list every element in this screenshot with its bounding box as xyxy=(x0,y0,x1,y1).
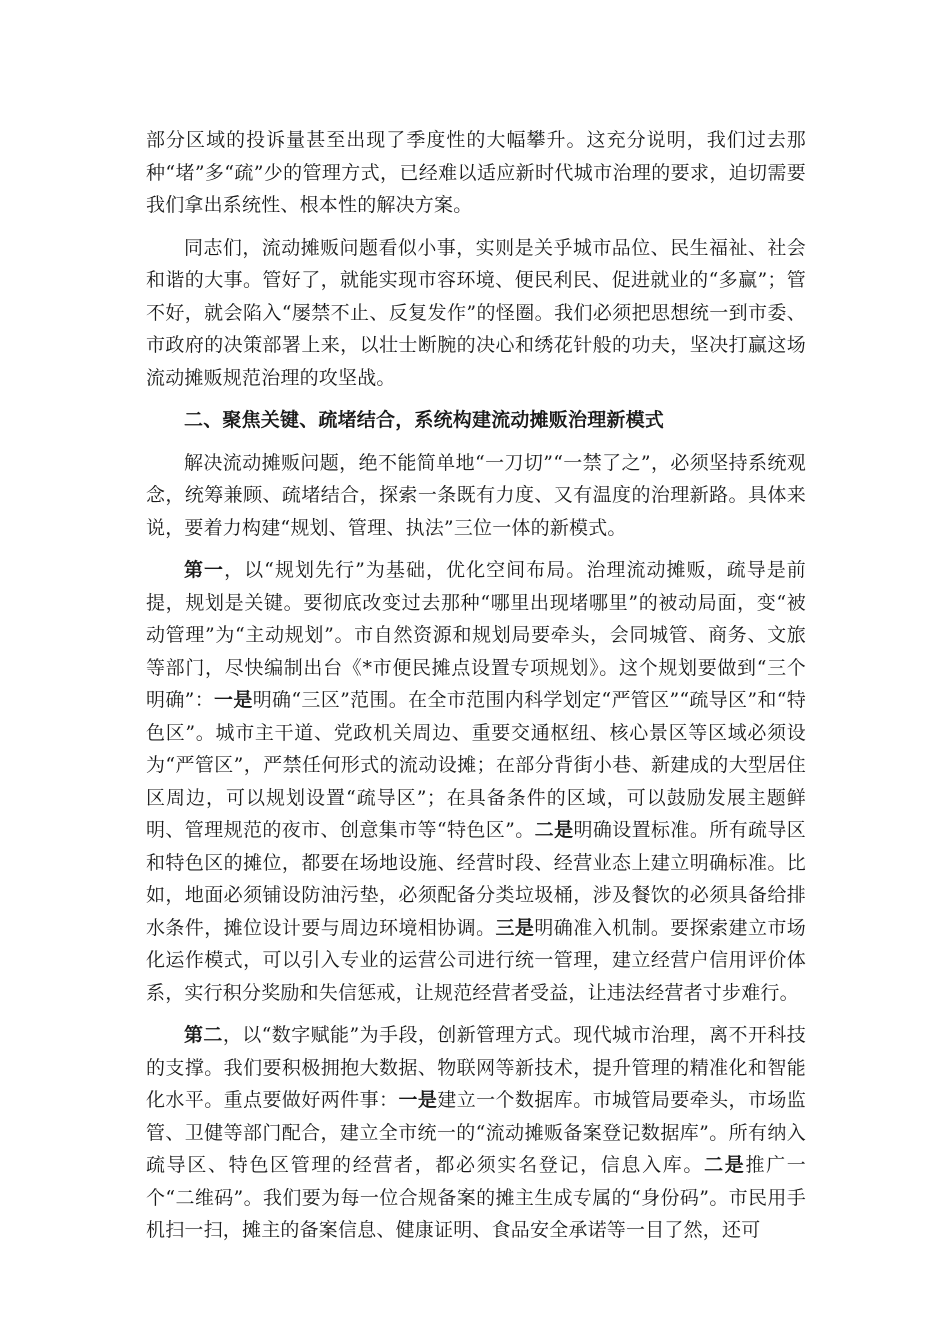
item-one-b: 一是 xyxy=(398,1089,438,1111)
paragraph-2: 同志们，流动摊贩问题看似小事，实则是关乎城市品位、民生福祉、社会和谐的大事。管好了，就能实现市容环境、便民利民、促进就业的“多赢”；管不好，就会陷入“屡禁不止、反复发作”的怪圈。我们必须把思想统一到市委、市政府的决策部署上来，以壮士断腕的决心和绣花针般的功夫，坚决打赢这场流动摊贩规范治理的攻坚战。 xyxy=(146,236,806,389)
lead-first: 第一 xyxy=(184,559,225,581)
document-page xyxy=(146,124,806,1247)
item-one: 一是 xyxy=(214,689,253,711)
paragraph-4-text-2: 明确“三区”范围。在全市范围内科学划定“严管区”“疏导区”和“特色区”。城市主干道、党政机关周边、重要交通枢纽、核心景区等区域必须设为“严管区”，严禁任何形式的流动设摊；在部分背街小巷、新建成的大型居住区周边，可以规划设置“疏导区”；在具备条件的区域，可以鼓励发展主题鲜明、管理规范的夜市、创意集市等“特色区”。 xyxy=(146,689,807,841)
paragraph-5-text-1: ，以“数字赋能”为手段，创新管理方式。现代城市治理，离不开科技的支撑。我们要积极拥抱大数据、物联网等新技术，提升管理的精准化和智能化水平。重点要做好两件事： xyxy=(146,1024,806,1111)
paragraph-4-text-1: ，以“规划先行”为基础，优化空间布局。治理流动摊贩，疏导是前提，规划是关键。要彻底改变过去那种“哪里出现堵哪里”的被动局面，变“被动管理”为“主动规划”。市自然资源和规划局要牵头，会同城管、商务、文旅等部门，尽快编制出台《*市便民摊点设置专项规划》。这个规划要做到“三个明确”： xyxy=(146,559,806,711)
item-two: 二是 xyxy=(534,819,574,841)
paragraph-4-text-3: 明确设置标准。所有疏导区和特色区的摊位，都要在场地设施、经营时段、经营业态上建立明确标准。比如，地面必须铺设防油污垫，必须配备分类垃圾桶，涉及餐饮的必须具备给排水条件，摊位设计要与周边环境相协调。 xyxy=(146,819,806,939)
paragraph-5-text-2: 建立一个数据库。市城管局要牵头，市场监管、卫健等部门配合，建立全市统一的“流动摊贩备案登记数据库”。所有纳入疏导区、特色区管理的经营者，都必须实名登记，信息入库。 xyxy=(146,1089,806,1176)
paragraph-4 xyxy=(146,554,806,1009)
paragraph-5-text-3: 推广一个“二维码”。我们要为每一位合规备案的摊主生成专属的“身份码”。市民用手机扫一扫，摊主的备案信息、健康证明、食品安全承诺等一目了然，还可 xyxy=(146,1154,806,1241)
paragraph-1: 部分区域的投诉量甚至出现了季度性的大幅攀升。这充分说明，我们过去那种“堵”多“疏”少的管理方式，已经难以适应新时代城市治理的要求，迫切需要我们拿出系统性、根本性的解决方案。 xyxy=(146,129,806,216)
lead-second: 第二 xyxy=(184,1024,223,1046)
item-two-b: 二是 xyxy=(704,1154,746,1176)
paragraph-5 xyxy=(146,1019,806,1247)
section-heading-2: 二、聚焦关键、疏堵结合，系统构建流动摊贩治理新模式 xyxy=(184,409,665,431)
paragraph-3: 解决流动摊贩问题，绝不能简单地“一刀切”“一禁了之”，必须坚持系统观念，统筹兼顾、疏堵结合，探索一条既有力度、又有温度的治理新路。具体来说，要着力构建“规划、管理、执法”三位一体的新模式。 xyxy=(146,451,806,539)
paragraph-4-text-4: 明确准入机制。要探索建立市场化运作模式，可以引入专业的运营公司进行统一管理，建立经营户信用评价体系，实行积分奖励和失信惩戒，让规范经营者受益，让违法经营者寸步难行。 xyxy=(146,916,806,1004)
item-three: 三是 xyxy=(495,916,535,939)
